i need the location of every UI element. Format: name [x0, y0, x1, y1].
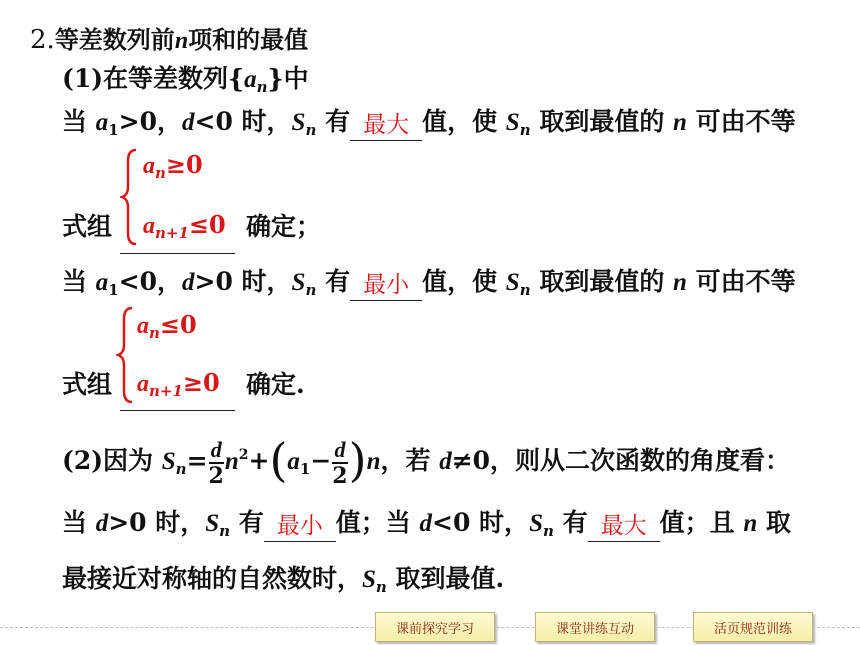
equals: = [186, 446, 208, 475]
sub: 1 [108, 121, 119, 139]
system1-line1 [143, 150, 203, 182]
answer-max: 最大 [600, 513, 647, 539]
text: <0 时， [432, 508, 530, 537]
system2-underline [120, 410, 235, 411]
text: 确定； [246, 212, 322, 241]
fraction-d-over-2 [208, 436, 224, 489]
system1-label [62, 212, 112, 242]
sub: n+1 [155, 224, 189, 242]
system1-underline [120, 253, 235, 254]
answer-min: 最小 [363, 272, 410, 298]
text: 有 [316, 107, 351, 136]
text: 取到最值的 [530, 107, 674, 136]
text: 可由不等 [686, 107, 796, 136]
answer-blank [588, 513, 660, 542]
var-a: a [137, 313, 149, 339]
heading-prefix: (1)在等差数列{ [62, 64, 245, 93]
text: 值，使 [422, 267, 506, 296]
var-a: a [143, 153, 155, 179]
numerator: d [209, 439, 224, 464]
paren-right: ) [348, 432, 367, 487]
text: 有 [316, 267, 351, 296]
nav-label: 课前探究学习 [395, 621, 474, 637]
sub: 1 [299, 460, 311, 478]
var-n: n [224, 448, 239, 475]
text: ≠0，则从二次函数的角度看： [451, 446, 791, 475]
var-a: a [95, 109, 109, 136]
text: ，若 [380, 446, 440, 475]
text: 式组 [62, 370, 113, 399]
text: 值；且 [659, 508, 744, 537]
sub: n [305, 121, 317, 139]
text: >0， [118, 107, 182, 136]
text: <0， [118, 267, 182, 296]
text: 值；当 [335, 508, 420, 537]
answer-min: 最小 [276, 513, 323, 539]
answer-blank [350, 112, 422, 141]
text: 取到最值. [386, 564, 505, 593]
plus: + [248, 446, 270, 475]
sub: n [519, 281, 531, 299]
text: 有 [553, 508, 588, 537]
text: 确定. [246, 370, 305, 399]
answer-blank [264, 513, 336, 542]
var-d: d [182, 109, 195, 136]
answer-blank [350, 272, 422, 301]
denominator: 2 [208, 462, 224, 489]
text: 取 [757, 508, 791, 537]
answer-max: 最大 [363, 112, 410, 138]
text: <0 时， [194, 107, 292, 136]
system1-line2 [143, 210, 226, 242]
var-d: d [95, 510, 109, 537]
left-brace-icon [120, 147, 140, 247]
nav-label: 活页规范训练 [713, 621, 792, 637]
numerator: d [332, 439, 347, 464]
sub: n [519, 121, 531, 139]
text: 值，使 [422, 107, 506, 136]
nav-button-practice[interactable] [693, 612, 813, 642]
rel: ≤0 [188, 210, 226, 239]
text: 当 [62, 508, 96, 537]
part2-line3 [62, 564, 504, 602]
nav-button-pre-class[interactable] [375, 612, 495, 642]
heading-suffix: }中 [267, 64, 309, 93]
heading-sub: n [256, 78, 268, 96]
text: 有 [230, 508, 264, 537]
part2-line2 [62, 508, 791, 546]
text: 取到最值的 [530, 267, 674, 296]
var-a: a [137, 371, 149, 397]
part2-formula-line [62, 425, 790, 499]
var-s: S [205, 510, 220, 537]
var-d: d [439, 448, 452, 475]
var-s: S [291, 109, 306, 136]
var-a: a [287, 448, 300, 475]
var-s: S [505, 109, 520, 136]
case-max-line [62, 107, 796, 145]
var-d: d [419, 510, 433, 537]
part1-heading [62, 64, 309, 102]
system2-label [62, 370, 112, 400]
sub: n [219, 522, 231, 540]
title-text-2: 项和的最值 [188, 25, 309, 54]
section-title [30, 20, 308, 55]
text: 当 [62, 267, 96, 296]
sub: n [305, 281, 317, 299]
text: 可由不等 [686, 267, 796, 296]
var-a: a [143, 213, 155, 239]
var-s: S [529, 510, 543, 537]
nav-button-in-class[interactable] [535, 612, 655, 642]
fraction-d-over-2 [332, 436, 348, 489]
var-d: d [182, 269, 195, 296]
sub: n [155, 164, 166, 182]
system2-tail [246, 370, 305, 400]
text: >0 时， [108, 508, 206, 537]
var-s: S [505, 269, 520, 296]
var-s: S [291, 269, 306, 296]
text: 最接近对称轴的自然数时， [62, 564, 363, 593]
rel: ≤0 [159, 310, 197, 339]
var-n: n [673, 269, 687, 296]
case-min-line [62, 267, 796, 305]
sub: n [375, 578, 387, 596]
var-n: n [366, 448, 381, 475]
var-n: n [673, 109, 687, 136]
rel: ≥0 [182, 368, 220, 397]
var-n: n [743, 510, 758, 537]
text: 式组 [62, 212, 113, 241]
sub: n [542, 522, 554, 540]
denominator: 2 [332, 462, 348, 489]
system1-tail [246, 212, 321, 242]
sub: 1 [108, 281, 119, 299]
minus: − [310, 446, 332, 475]
nav-label: 课堂讲练互动 [555, 621, 634, 637]
rel: ≥0 [165, 150, 203, 179]
system2-line2 [137, 368, 220, 400]
var-s: S [161, 448, 176, 475]
exponent: 2 [238, 447, 249, 463]
var-s: S [362, 566, 376, 593]
text: (2)因为 [62, 446, 162, 475]
sub: n [149, 324, 160, 342]
system2-line1 [137, 310, 197, 342]
section-number: 2. [30, 25, 55, 55]
sub: n+1 [149, 382, 183, 400]
heading-var: a [244, 66, 257, 93]
sub: n [175, 460, 187, 478]
text: >0 时， [194, 267, 292, 296]
title-text: 等差数列前 [54, 25, 175, 54]
var-a: a [95, 269, 109, 296]
title-var: n [174, 28, 189, 54]
text: 当 [62, 107, 96, 136]
left-brace-icon [116, 305, 136, 405]
paren-left: ( [269, 432, 288, 487]
